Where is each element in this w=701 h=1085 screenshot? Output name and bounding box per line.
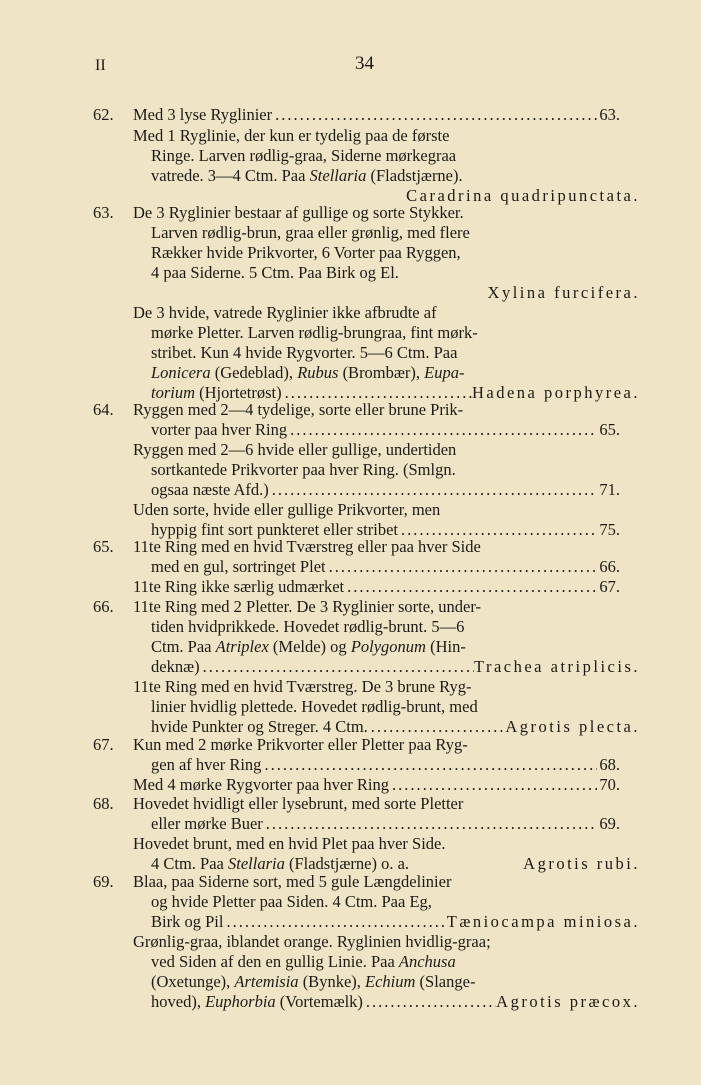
- key-line: Med 3 lyse Ryglinier ..... 63.: [133, 105, 620, 125]
- text-line: ved Siden af den en gullig Linie. Paa Anchusa: [151, 952, 456, 971]
- page-number: 34: [355, 53, 374, 74]
- text-line: og hvide Pletter paa Siden. 4 Ctm. Paa Eg,: [151, 892, 432, 911]
- text-line: mørke Pletter. Larven rødlig-brungraa, fint mørk-: [151, 323, 478, 342]
- cross-ref: 69.: [599, 814, 620, 833]
- text-line: Ctm. Paa Atriplex (Melde) og Polygonum (Hin-: [151, 637, 466, 656]
- key-line: med en gul, sortringet Plet ..... 66.: [151, 557, 620, 577]
- text-line: Rækker hvide Prikvorter, 6 Vorter paa Ryggen,: [151, 243, 461, 262]
- key-line: ogsaa næste Afd.) ..... 71.: [151, 480, 620, 500]
- species-name: Xylina furcifera.: [487, 283, 640, 302]
- text-line: Grønlig-graa, iblandet orange. Ryglinien hvidlig-graa;: [133, 932, 491, 951]
- text-line: 11te Ring med en hvid Tværstreg eller paa hver Side: [133, 537, 481, 556]
- cross-ref: 68.: [599, 755, 620, 774]
- entry-number: 68.: [93, 794, 114, 813]
- cross-ref: 71.: [599, 480, 620, 499]
- species-name: Agrotis rubi.: [523, 854, 640, 873]
- key-line: Birk og Pil ..... Tæniocampa miniosa.: [151, 912, 640, 932]
- text-line: Ringe. Larven rødlig-graa, Siderne mørkegraa: [151, 146, 457, 165]
- text-line: vatrede. 3—4 Ctm. Paa Stellaria (Fladstjærne).: [151, 166, 463, 185]
- cross-ref: 66.: [599, 557, 620, 576]
- key-line: Med 4 mørke Rygvorter paa hver Ring ..... 70.: [133, 775, 620, 795]
- species-name: Agrotis plecta.: [505, 717, 640, 736]
- key-line: eller mørke Buer ..... 69.: [151, 814, 620, 834]
- cross-ref: 67.: [599, 577, 620, 596]
- text-line: linier hvidlig plettede. Hovedet rødlig-brunt, med: [151, 697, 478, 716]
- key-line: vorter paa hver Ring ..... 65.: [151, 420, 620, 440]
- text-line: De 3 Ryglinier bestaar af gullige og sorte Stykker.: [133, 203, 464, 222]
- cross-ref: 65.: [599, 420, 620, 439]
- key-line: deknæ) ..... Trachea atriplicis.: [151, 657, 640, 677]
- key-line: gen af hver Ring ..... 68.: [151, 755, 620, 775]
- entry-number: 62.: [93, 105, 114, 124]
- cross-ref: 75.: [599, 520, 620, 539]
- entry-number: 67.: [93, 735, 114, 754]
- text-line: Hovedet brunt, med en hvid Plet paa hver Side.: [133, 834, 446, 853]
- key-line: torium (Hjortetrøst) ..... Hadena porphyrea.: [151, 383, 640, 403]
- text-line: Hovedet hvidligt eller lysebrunt, med sorte Pletter: [133, 794, 464, 813]
- entry-number: 65.: [93, 537, 114, 556]
- text-line: Med 1 Ryglinie, der kun er tydelig paa de første: [133, 126, 450, 145]
- entry-number: 69.: [93, 872, 114, 891]
- text-line: Ryggen med 2—4 tydelige, sorte eller brune Prik-: [133, 400, 464, 419]
- text-line: De 3 hvide, vatrede Ryglinier ikke afbrudte af: [133, 303, 437, 322]
- cross-ref: 70.: [599, 775, 620, 794]
- text-line: (Oxetunge), Artemisia (Bynke), Echium (Slange-: [151, 972, 476, 991]
- text-line: Kun med 2 mørke Prikvorter eller Pletter paa Ryg-: [133, 735, 468, 754]
- text-line: Blaa, paa Siderne sort, med 5 gule Længdelinier: [133, 872, 452, 891]
- section-number: II: [95, 57, 106, 74]
- species-name: Trachea atriplicis.: [473, 657, 640, 676]
- text-line: 4 paa Siderne. 5 Ctm. Paa Birk og El.: [151, 263, 399, 282]
- key-line: hyppig fint sort punkteret eller stribet ..... 75.: [151, 520, 620, 540]
- text-line: tiden hvidprikkede. Hovedet rødlig-brunt. 5—6: [151, 617, 465, 636]
- text-line: 11te Ring med 2 Pletter. De 3 Ryglinier sorte, under-: [133, 597, 482, 616]
- text-line: stribet. Kun 4 hvide Rygvorter. 5—6 Ctm. Paa: [151, 343, 458, 362]
- key-line: hvide Punkter og Streger. 4 Ctm. ..... Agrotis plecta.: [151, 717, 640, 737]
- text-line: Larven rødlig-brun, graa eller grønlig, med flere: [151, 223, 470, 242]
- entry-number: 64.: [93, 400, 114, 419]
- key-line: 11te Ring ikke særlig udmærket ..... 67.: [133, 577, 620, 597]
- key-line: 4 Ctm. Paa Stellaria (Fladstjærne) o. a. Agrotis rubi.: [151, 854, 640, 873]
- text-line: Ryggen med 2—6 hvide eller gullige, undertiden: [133, 440, 457, 459]
- text-line: Uden sorte, hvide eller gullige Prikvorter, men: [133, 500, 441, 519]
- entry-number: 66.: [93, 597, 114, 616]
- cross-ref: 63.: [599, 105, 620, 124]
- text-line: 11te Ring med en hvid Tværstreg. De 3 brune Ryg-: [133, 677, 472, 696]
- entry-number: 63.: [93, 203, 114, 222]
- text-line: sortkantede Prikvorter paa hver Ring. (Smlgn.: [151, 460, 456, 479]
- species-name: Agrotis præcox.: [496, 992, 640, 1011]
- species-name: Caradrina quadripunctata.: [406, 186, 640, 205]
- species-name: Tæniocampa miniosa.: [446, 912, 640, 931]
- key-line: hoved), Euphorbia (Vortemælk) ..... Agrotis præcox.: [151, 992, 640, 1012]
- text-line: Lonicera (Gedeblad), Rubus (Brombær), Eupa-: [151, 363, 465, 382]
- species-name: Hadena porphyrea.: [471, 383, 640, 402]
